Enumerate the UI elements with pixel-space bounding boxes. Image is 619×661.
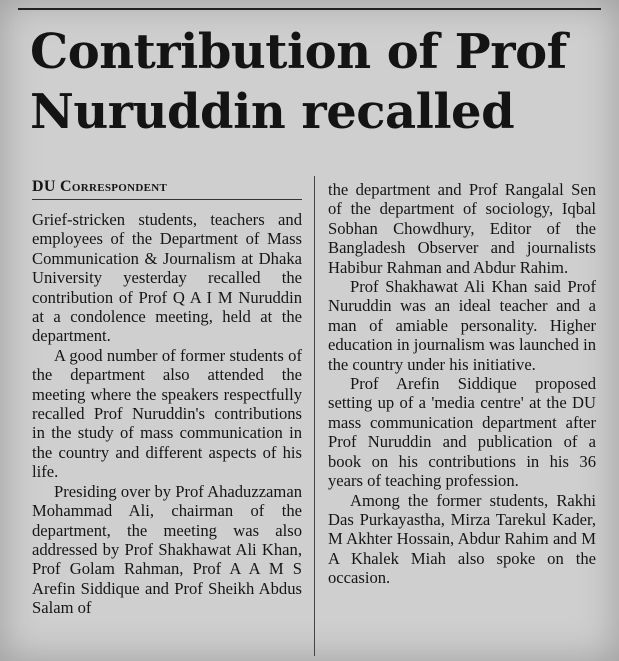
- paragraph: Presiding over by Prof Ahaduzzaman Mohammad Ali, chairman of the department, the meeting was also addressed by Prof Shakhawat Ali Khan, Prof Golam Rahman, Prof A A M S Arefin Siddique and Prof Sheikh Abdus Salam of: [32, 481, 302, 618]
- byline-rule: [32, 199, 302, 200]
- paragraph: the department and Prof Rangalal Sen of the department of sociology, Iqbal Sobhan Chowdhury, Editor of the Bangladesh Observer and journalists Habibur Rahman and Abdur Rahim.: [328, 180, 596, 277]
- column-divider: [314, 176, 315, 656]
- paragraph: Among the former students, Rakhi Das Purkayastha, Mirza Tarekul Kader, M Akhter Hossain, Abdur Rahim and M A Khalek Miah also spoke on the occasion.: [328, 490, 596, 588]
- paragraph: A good number of former students of the department also attended the meeting where the speakers respectfully recalled Prof Nuruddin's contributions in the study of mass communication in the country and different aspects of his life.: [32, 345, 302, 482]
- paragraph: Prof Arefin Siddique proposed setting up of a 'media centre' at the DU mass communication department after Prof Nuruddin and publication of a book on his contributions in his 36 years of teaching profession.: [328, 374, 596, 491]
- right-column: [328, 180, 596, 588]
- top-rule: [18, 8, 601, 10]
- headline: Contribution of Prof Nuruddin recalled: [30, 24, 567, 140]
- left-column: [32, 210, 302, 618]
- paragraph: Prof Shakhawat Ali Khan said Prof Nuruddin was an ideal teacher and a man of amiable personality. Higher education in journalism was launched in the country under his initiative.: [328, 277, 596, 374]
- paragraph: Grief-stricken students, teachers and employees of the Department of Mass Communication & Journalism at Dhaka University yesterday recalled the contribution of Prof Q A I M Nuruddin at a condolence meeting, held at the department.: [32, 210, 302, 346]
- byline: DU Correspondent: [32, 178, 168, 195]
